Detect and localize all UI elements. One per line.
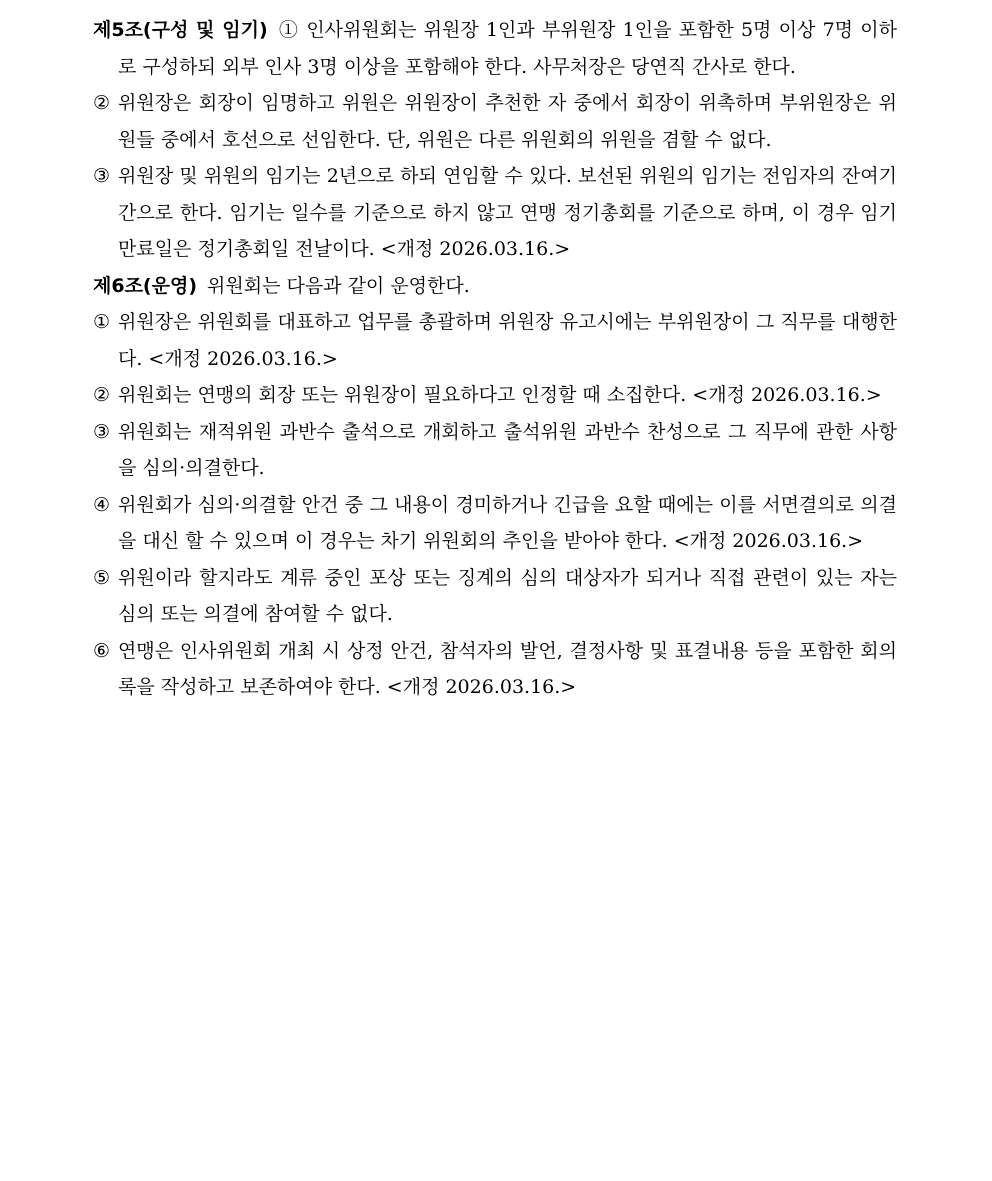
article-6-clause-1 [93, 304, 897, 377]
article-6-intro-text: 위원회는 다음과 같이 운영한다. [207, 274, 470, 297]
clause-number: ⑥ [93, 639, 111, 662]
clause-text: 인사위원회는 위원장 1인과 부위원장 1인을 포함한 5명 이상 7명 이하로 구성하되 외부 인사 3명 이상을 포함해야 한다. 사무처장은 당연직 간사로 한다. [118, 19, 897, 78]
clause-number: ② [93, 384, 111, 406]
clause-number: ③ [93, 420, 111, 443]
clause-number: ④ [93, 493, 111, 516]
article-6-clause-2 [93, 377, 897, 414]
article-6-clause-5 [93, 560, 897, 633]
clause-text: 위원회는 연맹의 회장 또는 위원장이 필요하다고 인정할 때 소집한다. <개정 2026.03.16.> [118, 384, 882, 406]
clause-text: 위원회가 심의·의결할 안건 중 그 내용이 경미하거나 긴급을 요할 때에는 이를 서면결의로 의결을 대신 할 수 있으며 이 경우는 차기 위원회의 추인을 받아야 한다. <개정 2026.03.16.> [118, 493, 897, 552]
clause-text: 위원이라 할지라도 계류 중인 포상 또는 징계의 심의 대상자가 되거나 직접 관련이 있는 자는 심의 또는 의결에 참여할 수 없다. [118, 566, 897, 625]
article-5-heading: 제5조(구성 및 임기) [93, 19, 268, 41]
clause-number: ① [93, 311, 111, 333]
article-6-clause-4 [93, 487, 897, 560]
clause-text: 위원회는 재적위원 과반수 출석으로 개회하고 출석위원 과반수 찬성으로 그 직무에 관한 사항을 심의·의결한다. [118, 420, 897, 479]
clause-number: ② [93, 92, 111, 114]
clause-number: ① [277, 19, 300, 41]
document-body [93, 12, 897, 706]
article-5-clause-2 [93, 85, 897, 158]
article-5-clause-3 [93, 158, 897, 268]
clause-text: 위원장은 회장이 임명하고 위원은 위원장이 추천한 자 중에서 회장이 위촉하며 부위원장은 위원들 중에서 호선으로 선임한다. 단, 위원은 다른 위원회의 위원을 겸할 수 없다. [118, 92, 897, 151]
clause-text: 위원장 및 위원의 임기는 2년으로 하되 연임할 수 있다. 보선된 위원의 임기는 전임자의 잔여기간으로 한다. 임기는 일수를 기준으로 하지 않고 연맹 정기총회를 기준으로 하며, 이 경우 임기 만료일은 정기총회일 전날이다. <개정 2026.03.16.> [118, 165, 897, 260]
clause-text: 연맹은 인사위원회 개최 시 상정 안건, 참석자의 발언, 결정사항 및 표결내용 등을 포함한 회의록을 작성하고 보존하여야 한다. <개정 2026.03.16.> [118, 639, 897, 698]
article-6-heading: 제6조(운영) [93, 274, 198, 297]
clause-number: ⑤ [93, 566, 111, 589]
article-6-clause-6 [93, 633, 897, 706]
clause-number: ③ [93, 165, 111, 187]
article-6-clause-3 [93, 414, 897, 487]
article-6-intro [93, 268, 897, 305]
article-5-clause-1 [93, 12, 897, 85]
clause-text: 위원장은 위원회를 대표하고 업무를 총괄하며 위원장 유고시에는 부위원장이 그 직무를 대행한다. <개정 2026.03.16.> [118, 311, 897, 370]
